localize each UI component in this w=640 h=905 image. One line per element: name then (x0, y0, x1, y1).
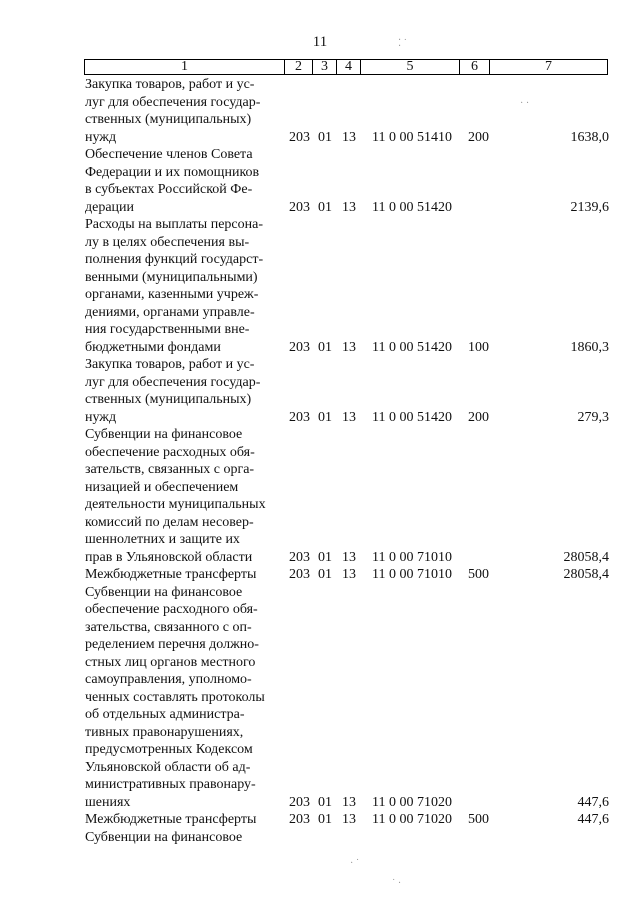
row-name-line: низацией и обеспечением (85, 479, 239, 495)
code-razdel: 01 (318, 129, 332, 145)
row-name-line: шениях (85, 794, 131, 810)
row-sum: 279,3 (577, 409, 609, 425)
row-name-line: нужд (85, 409, 117, 425)
row-name (85, 426, 281, 566)
row-name-line: дерации (85, 199, 135, 215)
table-row (0, 216, 640, 356)
table-row (0, 146, 640, 216)
row-name (85, 811, 281, 829)
code-razdel: 01 (318, 409, 332, 425)
scan-speck: ˙ · (392, 878, 402, 889)
row-name-line: об отдельных администра- (85, 707, 245, 722)
row-name-line: министративных правонару- (85, 777, 256, 792)
row-name-line: прав в Ульяновской области (85, 549, 253, 565)
code-razdel: 01 (318, 812, 332, 827)
code-adm: 203 (289, 409, 310, 425)
code-razdel: 01 (318, 794, 332, 810)
row-name-line: нужд (85, 129, 117, 145)
row-name (85, 146, 281, 216)
row-sum: 1638,0 (570, 129, 609, 145)
row-name-line: органами, казенными учреж- (85, 287, 259, 302)
row-sum: 447,6 (577, 812, 609, 827)
code-target-article: 11 0 00 51410 (372, 129, 452, 145)
table-row (0, 566, 640, 584)
code-podrazdel: 13 (342, 409, 356, 425)
code-adm: 203 (289, 549, 310, 565)
code-expense-type: 200 (468, 129, 489, 145)
row-name (85, 829, 281, 847)
table-row (0, 356, 640, 426)
code-podrazdel: 13 (342, 129, 356, 145)
row-name-line: Субвенции на финансовое (85, 427, 243, 442)
row-name-line: ределением перечня должно- (85, 637, 259, 652)
row-name-line: обеспечение расходных обя- (85, 444, 255, 460)
row-name (85, 356, 281, 426)
code-podrazdel: 13 (342, 549, 356, 565)
row-name-line: деятельности муниципальных (85, 497, 266, 512)
table-row (0, 811, 640, 829)
row-name (85, 566, 281, 584)
row-name-line: зательства, связанного с оп- (85, 619, 252, 635)
row-sum: 1860,3 (570, 339, 609, 355)
row-name-line: венными (муниципальными) (85, 269, 258, 285)
code-razdel: 01 (318, 199, 332, 215)
row-name (85, 216, 281, 356)
code-target-article: 11 0 00 71010 (372, 567, 452, 582)
code-adm: 203 (289, 339, 310, 355)
column-header-1: 1 (85, 60, 285, 75)
row-name-line: тивных правонарушениях, (85, 724, 244, 740)
row-name-line: зательств, связанных с орга- (85, 462, 255, 477)
code-podrazdel: 13 (342, 199, 356, 215)
code-expense-type: 500 (468, 812, 489, 827)
row-name-line: полнения функций государст- (85, 252, 264, 267)
column-header-7: 7 (490, 60, 608, 75)
row-name-line: ственных (муниципальных) (85, 392, 252, 407)
code-podrazdel: 13 (342, 567, 356, 582)
table-row (0, 829, 640, 847)
code-razdel: 01 (318, 339, 332, 355)
column-header-3: 3 (313, 60, 337, 75)
code-podrazdel: 13 (342, 339, 356, 355)
row-name-line: шеннолетних и защите их (85, 532, 240, 547)
code-target-article: 11 0 00 71020 (372, 794, 452, 810)
row-name-line: Расходы на выплаты персона- (85, 217, 263, 232)
code-razdel: 01 (318, 549, 332, 565)
column-header-5: 5 (361, 60, 460, 75)
code-target-article: 11 0 00 51420 (372, 339, 452, 355)
code-adm: 203 (289, 567, 310, 582)
row-name-line: Федерации и их помощников (85, 164, 260, 180)
code-target-article: 11 0 00 51420 (372, 199, 452, 215)
row-sum: 28058,4 (563, 567, 609, 582)
row-name-line: Закупка товаров, работ и ус- (85, 77, 255, 92)
scan-speck: ⁚ ˙ (398, 38, 408, 49)
row-name-line: ния государственными вне- (85, 322, 250, 337)
column-header-6: 6 (460, 60, 490, 75)
scan-speck: · ˙ (350, 858, 360, 869)
row-name-line: дениями, органами управле- (85, 304, 255, 320)
row-name-line: Обеспечение членов Совета (85, 147, 253, 162)
row-sum: 2139,6 (570, 199, 609, 215)
budget-table-body (0, 76, 640, 846)
row-name-line: в субъектах Российской Фе- (85, 182, 253, 197)
column-header-4: 4 (337, 60, 361, 75)
row-name-line: луг для обеспечения государ- (85, 94, 261, 110)
row-sum: 28058,4 (563, 549, 609, 565)
row-name-line: Закупка товаров, работ и ус- (85, 357, 255, 372)
row-name-line: обеспечение расходного обя- (85, 602, 258, 617)
code-adm: 203 (289, 794, 310, 810)
code-target-article: 11 0 00 71020 (372, 812, 452, 827)
code-razdel: 01 (318, 567, 332, 582)
row-name-line: Межбюджетные трансферты (85, 812, 257, 827)
code-expense-type: 100 (468, 339, 489, 355)
code-target-article: 11 0 00 51420 (372, 409, 452, 425)
code-expense-type: 500 (468, 567, 489, 582)
code-podrazdel: 13 (342, 794, 356, 810)
code-expense-type: 200 (468, 409, 489, 425)
column-header-2: 2 (285, 60, 313, 75)
row-name-line: самоуправления, уполномо- (85, 672, 252, 687)
table-row (0, 584, 640, 812)
table-row (0, 426, 640, 566)
row-name-line: луг для обеспечения государ- (85, 374, 261, 390)
row-name-line: Межбюджетные трансферты (85, 567, 257, 582)
row-name-line: ченных составлять протоколы (85, 689, 265, 705)
table-row (0, 76, 640, 146)
row-name-line: лу в целях обеспечения вы- (85, 234, 250, 250)
column-header-row (84, 59, 608, 75)
row-name-line: комиссий по делам несовер- (85, 514, 254, 530)
row-name-line: предусмотренных Кодексом (85, 742, 253, 757)
row-name-line: Ульяновской области об ад- (85, 759, 251, 775)
page-number: 11 (312, 34, 328, 50)
code-adm: 203 (289, 129, 310, 145)
row-name-line: Субвенции на финансовое (85, 584, 243, 600)
code-adm: 203 (289, 199, 310, 215)
row-name-line: бюджетными фондами (85, 339, 221, 355)
code-adm: 203 (289, 812, 310, 827)
row-sum: 447,6 (577, 794, 609, 810)
code-podrazdel: 13 (342, 812, 356, 827)
row-name (85, 584, 281, 812)
row-name (85, 76, 281, 146)
row-name-line: ственных (муниципальных) (85, 112, 252, 127)
row-name-line: Субвенции на финансовое (85, 829, 243, 845)
code-target-article: 11 0 00 71010 (372, 549, 452, 565)
row-name-line: стных лиц органов местного (85, 654, 256, 670)
scan-speck: · · (520, 98, 530, 109)
